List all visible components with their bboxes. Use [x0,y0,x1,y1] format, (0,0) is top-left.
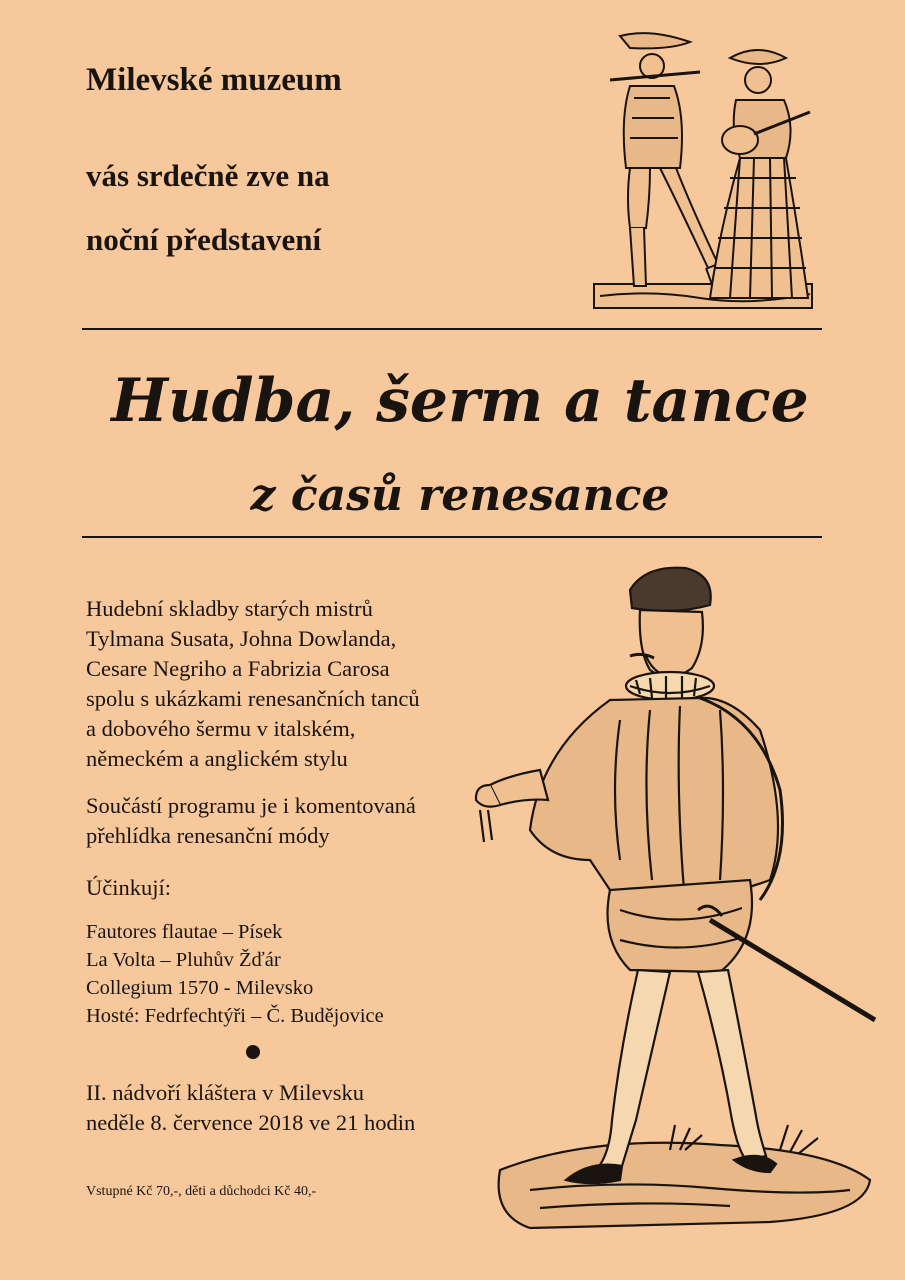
bullet-dot [246,1045,260,1059]
invitation-line-1: vás srdečně zve na [86,158,330,193]
performer-item: Fautores flautae – Písek [86,921,283,943]
description-line: a dobového šermu v italském, [86,716,356,741]
renaissance-gentleman-illustration [470,560,885,1240]
admission-fee: Vstupné Kč 70,-, děti a důchodci Kč 40,- [86,1184,317,1199]
performer-item: Hosté: Fedrfechtýři – Č. Budějovice [86,1005,384,1027]
description-line: Hudební skladby starých mistrů [86,596,373,621]
event-title: Hudba, šerm a tance [111,366,809,436]
venue-info [86,1078,415,1138]
description-line: Cesare Negriho a Fabrizia Carosa [86,656,390,681]
description-line: německém a anglickém stylu [86,746,348,771]
description-line: Tylmana Susata, Johna Dowlanda, [86,626,397,651]
venue-line: II. nádvoří kláštera v Milevsku [86,1080,365,1105]
event-subtitle: z časů renesance [250,470,670,521]
performer-item: Collegium 1570 - Milevsko [86,977,314,999]
invitation-line-2: noční představení [86,222,322,257]
performers-list [86,918,384,1030]
performer-item: La Volta – Pluhův Žďár [86,949,281,971]
program-note-line: Součástí programu je i komentovaná [86,793,416,818]
venue-line: neděle 8. července 2018 ve 21 hodin [86,1110,416,1135]
program-note [86,791,416,851]
description-line: spolu s ukázkami renesančních tanců [86,686,420,711]
program-note-line: přehlídka renesanční módy [86,823,330,848]
program-description [86,594,420,774]
musician-couple-illustration [590,28,822,312]
divider-top [82,328,822,330]
performers-label: Účinkují: [86,875,171,900]
organizer-name: Milevské muzeum [86,62,342,98]
divider-bottom [82,536,822,538]
